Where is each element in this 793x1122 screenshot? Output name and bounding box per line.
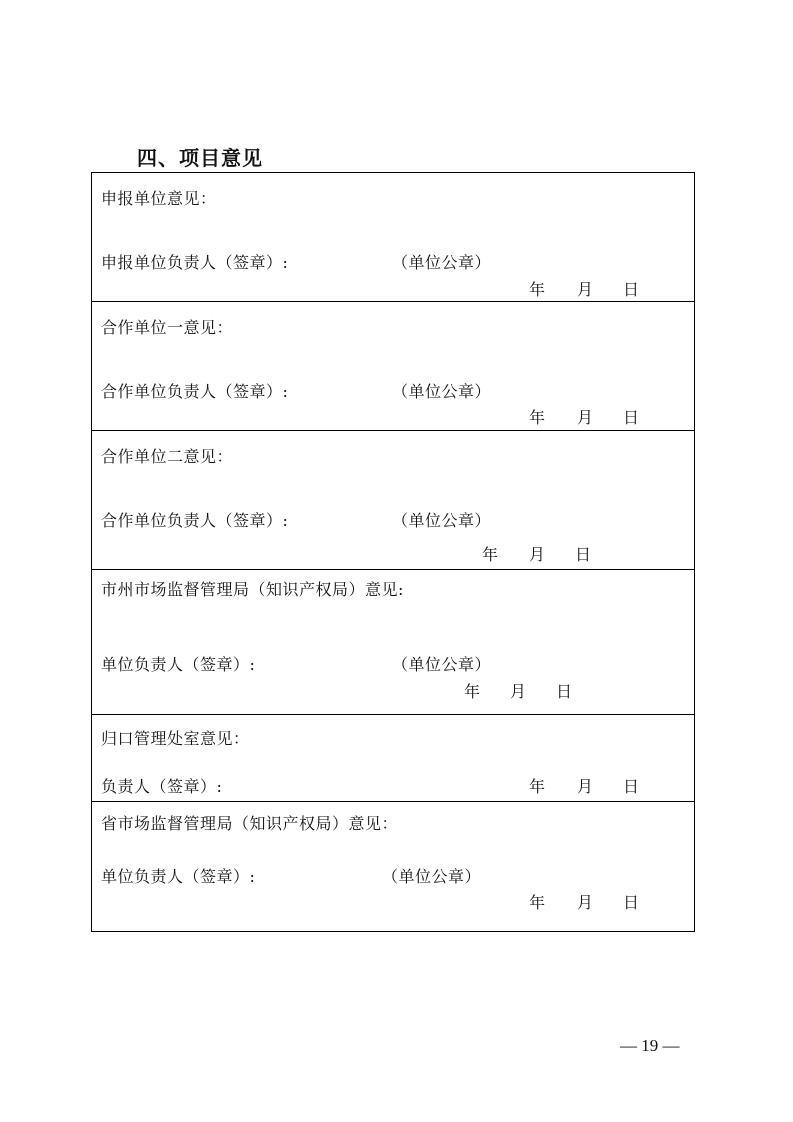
month-label: 月 <box>577 280 594 299</box>
signer-label: 合作单位负责人（签章）: <box>101 511 289 530</box>
section-title: 归口管理处室意见： <box>101 729 250 748</box>
seal-label: （单位公章） <box>392 253 492 272</box>
signer-label: 单位负责人（签章）: <box>101 867 256 886</box>
signer-label: 合作单位负责人（签章）: <box>101 382 289 401</box>
month-label: 月 <box>577 408 594 427</box>
day-label: 日 <box>623 408 640 427</box>
partner-one-opinion-section <box>92 302 694 431</box>
section-title: 申报单位意见： <box>101 189 217 208</box>
section-title: 市州市场监督管理局（知识产权局）意见: <box>101 580 404 599</box>
month-label: 月 <box>529 545 546 564</box>
day-label: 日 <box>623 280 640 299</box>
signer-label: 单位负责人（签章）: <box>101 655 256 674</box>
signer-label: 申报单位负责人（签章）: <box>101 253 289 272</box>
month-label: 月 <box>577 893 594 912</box>
management-division-opinion-section <box>92 715 694 802</box>
applicant-opinion-section <box>92 173 694 302</box>
page-number: — 19 — <box>620 1036 680 1055</box>
seal-label: （单位公章） <box>392 655 492 674</box>
opinion-table <box>91 172 695 932</box>
year-label: 年 <box>529 280 546 299</box>
year-label: 年 <box>482 545 499 564</box>
year-label: 年 <box>529 777 546 796</box>
day-label: 日 <box>623 893 640 912</box>
year-label: 年 <box>529 893 546 912</box>
year-label: 年 <box>464 682 481 701</box>
seal-label: （单位公章） <box>392 511 492 530</box>
day-label: 日 <box>623 777 640 796</box>
day-label: 日 <box>575 545 592 564</box>
day-label: 日 <box>556 682 573 701</box>
month-label: 月 <box>577 777 594 796</box>
section-title: 省市场监督管理局（知识产权局）意见： <box>101 814 399 833</box>
provincial-bureau-opinion-section <box>92 802 694 931</box>
section-title: 合作单位二意见： <box>101 447 234 466</box>
section-heading: 四、项目意见 <box>137 146 263 170</box>
seal-label: （单位公章） <box>382 867 482 886</box>
partner-two-opinion-section <box>92 431 694 570</box>
year-label: 年 <box>529 408 546 427</box>
city-bureau-opinion-section <box>92 570 694 715</box>
seal-label: （单位公章） <box>392 382 492 401</box>
month-label: 月 <box>510 682 527 701</box>
signer-label: 负责人（签章）: <box>101 777 223 796</box>
section-title: 合作单位一意见： <box>101 318 234 337</box>
